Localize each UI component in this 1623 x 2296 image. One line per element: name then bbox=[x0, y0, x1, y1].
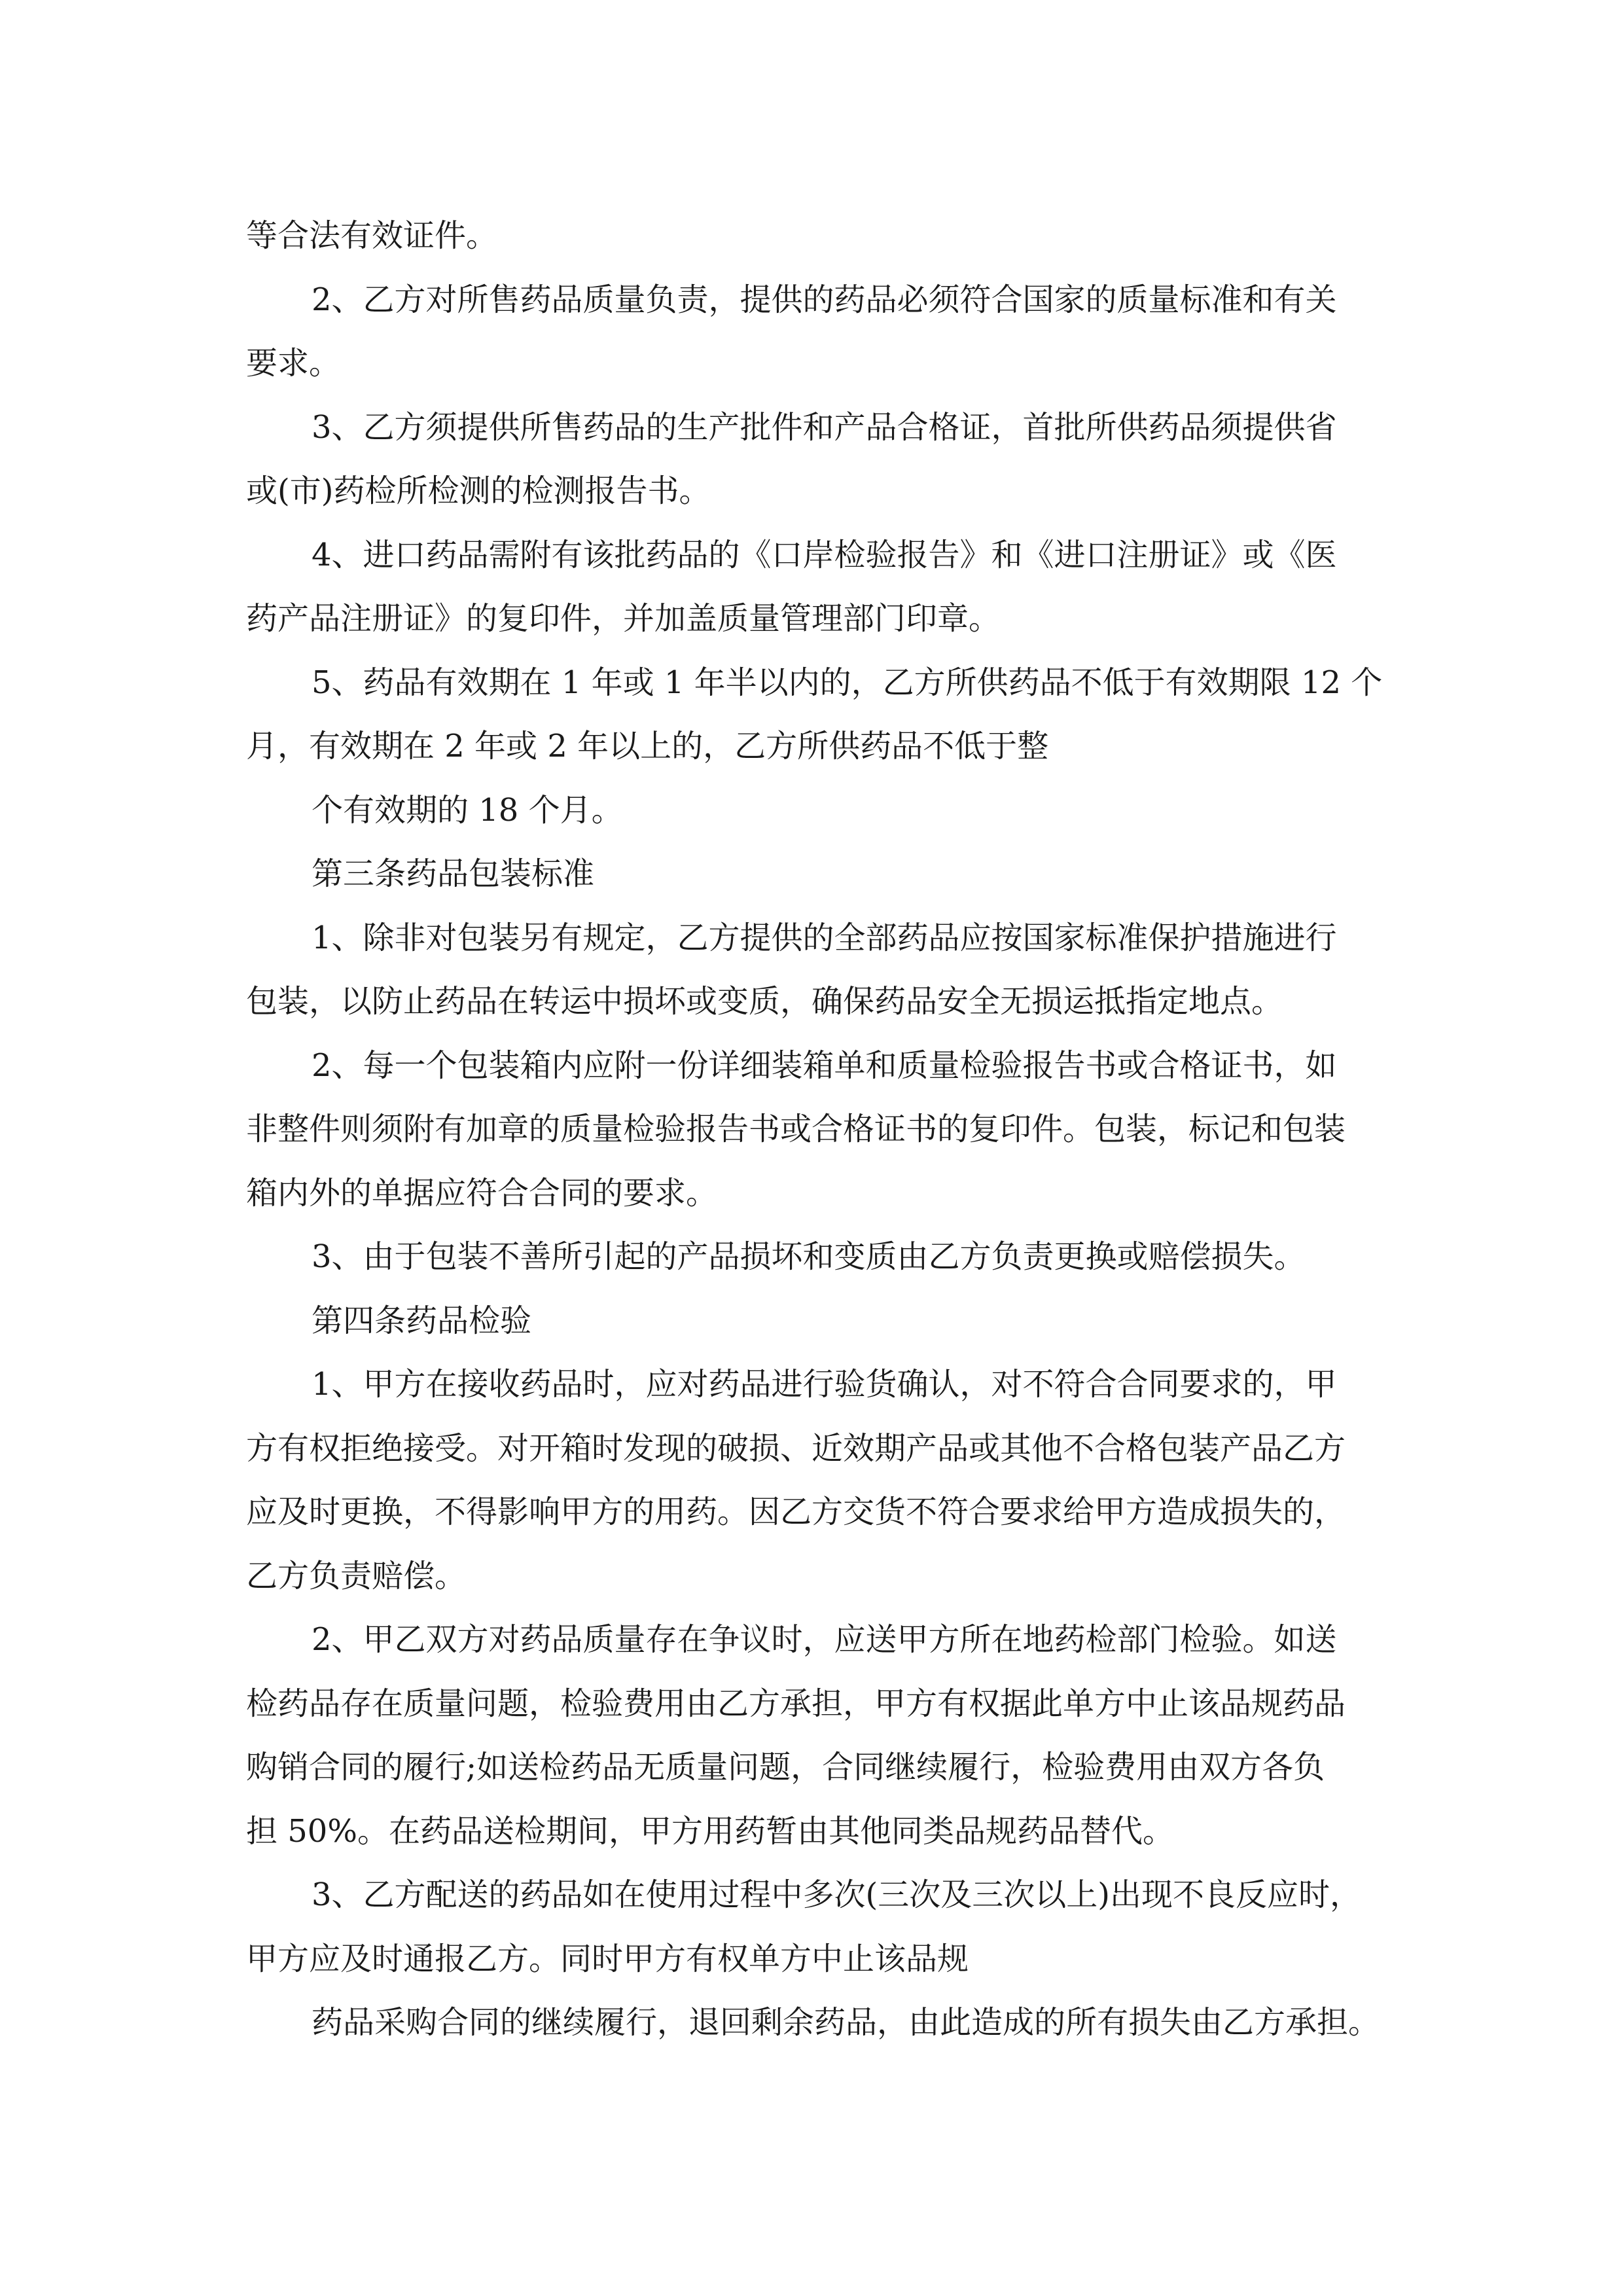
text-line: 药品采购合同的继续履行，退回剩余药品，由此造成的所有损失由乙方承担。 bbox=[312, 2004, 1380, 2041]
text-line: 非整件则须附有加章的质量检验报告书或合格证书的复印件。包装，标记和包装 bbox=[246, 1111, 1346, 1147]
text-line: 担 50%。在药品送检期间，甲方用药暂由其他同类品规药品替代。 bbox=[246, 1812, 1174, 1850]
text-line: 购销合同的履行;如送检药品无质量问题，合同继续履行，检验费用由双方各负 bbox=[246, 1749, 1325, 1785]
text-line: 检药品存在质量问题，检验费用由乙方承担，甲方有权据此单方中止该品规药品 bbox=[246, 1685, 1346, 1722]
text-line: 3、乙方配送的药品如在使用过程中多次(三次及三次以上)出现不良反应时， bbox=[312, 1876, 1361, 1913]
text-line: 乙方负责赔偿。 bbox=[246, 1557, 467, 1594]
text-line: 或(市)药检所检测的检测报告书。 bbox=[246, 473, 711, 509]
text-line: 2、乙方对所售药品质量负责，提供的药品必须符合国家的质量标准和有关 bbox=[312, 281, 1337, 318]
text-line: 个有效期的 18 个月。 bbox=[312, 791, 623, 829]
text-line: 箱内外的单据应符合合同的要求。 bbox=[246, 1174, 718, 1211]
text-line: 1、甲方在接收药品时，应对药品进行验货确认，对不符合合同要求的，甲 bbox=[312, 1366, 1337, 1403]
text-line: 月，有效期在 2 年或 2 年以上的，乙方所供药品不低于整 bbox=[246, 728, 1049, 764]
document-body bbox=[246, 204, 1385, 2055]
text-line: 等合法有效证件。 bbox=[246, 217, 498, 254]
text-line: 1、除非对包装另有规定，乙方提供的全部药品应按国家标准保护措施进行 bbox=[312, 919, 1337, 956]
text-line: 2、甲乙双方对药品质量存在争议时，应送甲方所在地药检部门检验。如送 bbox=[312, 1621, 1337, 1658]
text-line: 5、药品有效期在 1 年或 1 年半以内的，乙方所供药品不低于有效期限 12 个 bbox=[312, 664, 1383, 701]
text-line: 甲方应及时通报乙方。同时甲方有权单方中止该品规 bbox=[246, 1940, 969, 1977]
text-line: 4、进口药品需附有该批药品的《口岸检验报告》和《进口注册证》或《医 bbox=[312, 536, 1337, 573]
text-line: 包装，以防止药品在转运中损坏或变质，确保药品安全无损运抵指定地点。 bbox=[246, 983, 1283, 1020]
text-line: 药产品注册证》的复印件，并加盖质量管理部门印章。 bbox=[246, 600, 1001, 637]
text-line: 第三条药品包装标准 bbox=[312, 855, 595, 892]
text-line: 3、由于包装不善所引起的产品损坏和变质由乙方负责更换或赔偿损失。 bbox=[312, 1238, 1306, 1275]
text-line: 方有权拒绝接受。对开箱时发现的破损、近效期产品或其他不合格包装产品乙方 bbox=[246, 1429, 1346, 1467]
text-line: 要求。 bbox=[246, 345, 341, 382]
text-line: 第四条药品检验 bbox=[312, 1302, 532, 1339]
text-line: 3、乙方须提供所售药品的生产批件和产品合格证，首批所供药品须提供省 bbox=[312, 408, 1337, 446]
text-line: 2、每一个包装箱内应附一份详细装箱单和质量检验报告书或合格证书，如 bbox=[312, 1047, 1337, 1084]
text-line: 应及时更换，不得影响甲方的用药。因乙方交货不符合要求给甲方造成损失的， bbox=[246, 1494, 1346, 1530]
